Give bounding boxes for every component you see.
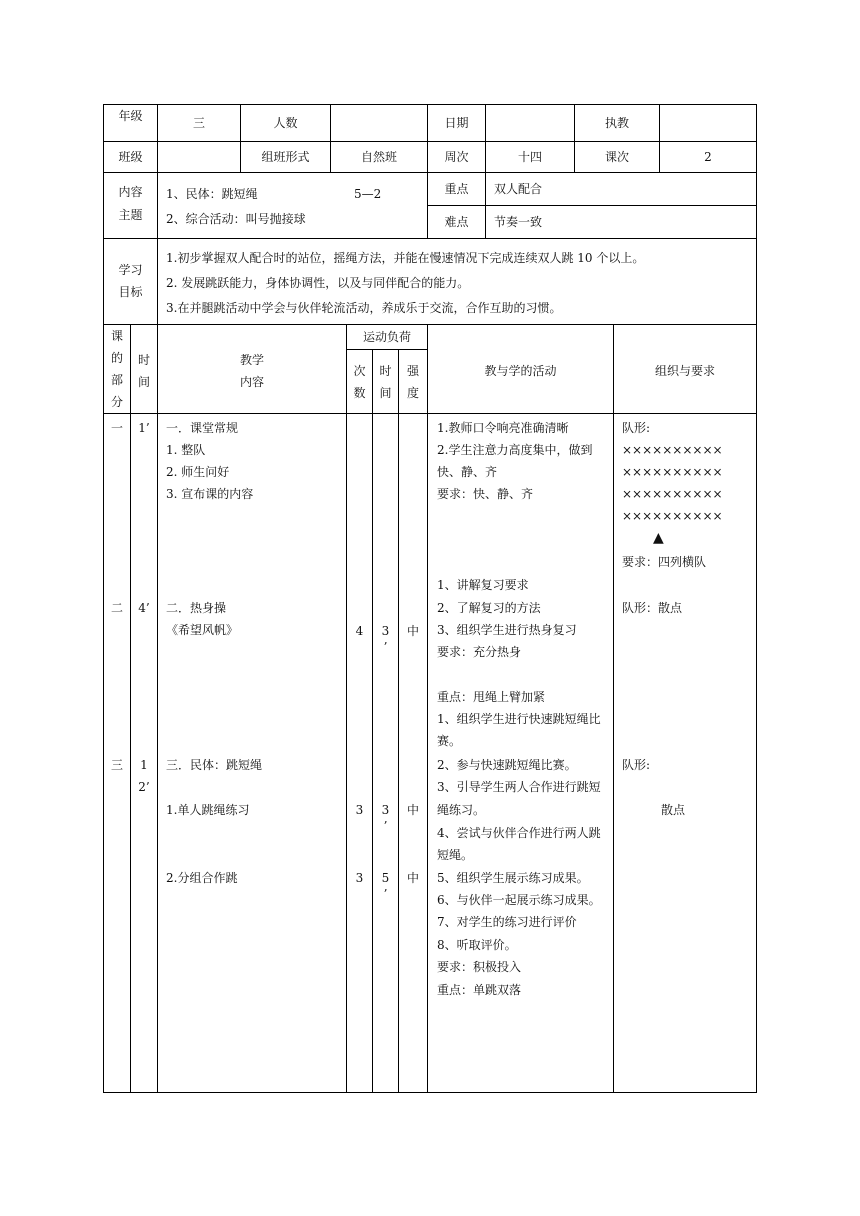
section-2-content: 《希望风帆》 xyxy=(166,623,239,637)
section-3-activity: 5、组织学生展示练习成果。 xyxy=(437,871,589,885)
section-1-time: 1’ xyxy=(138,421,150,435)
col-times-2: 数 xyxy=(353,386,366,400)
section-3-activity: 3、引导学生两人合作进行跳短 xyxy=(437,780,601,794)
grade-value: 三 xyxy=(192,116,205,130)
section-3-content: 三．民体：跳短绳 xyxy=(166,758,263,772)
col-time-2: 间 xyxy=(137,375,150,389)
key-label: 重点 xyxy=(444,182,469,196)
goals-label-2: 目标 xyxy=(118,285,143,299)
col-content-2: 内容 xyxy=(239,375,264,389)
difficulty-value: 节奏一致 xyxy=(494,215,543,229)
col-intensity-1: 强 xyxy=(406,364,419,378)
section-2-load-intensity: 中 xyxy=(406,624,419,638)
section-3-content: 2.分组合作跳 xyxy=(166,871,238,885)
col-part-1: 课 xyxy=(110,329,123,343)
section-3-content: 1.单人跳绳练习 xyxy=(166,803,250,817)
section-3-part: 三 xyxy=(110,758,123,772)
section-3-load-times: 3 xyxy=(355,871,364,885)
class-label: 班级 xyxy=(118,150,143,164)
section-3-activity: 8、听取评价。 xyxy=(437,938,517,952)
section-3-activity: 绳练习。 xyxy=(437,803,486,817)
section-3-load-duration-mark: ’ xyxy=(383,819,388,833)
section-1-org: 要求：四列横队 xyxy=(622,555,707,569)
section-3-load-duration-mark: ’ xyxy=(383,887,388,901)
section-3-load-intensity: 中 xyxy=(406,871,419,885)
col-load: 运动负荷 xyxy=(362,330,411,344)
content-item-1-code: 5—2 xyxy=(354,187,382,201)
section-3-activity: 1、组织学生进行快速跳短绳比 xyxy=(437,712,601,726)
formation-row: ×××××××××× xyxy=(622,487,723,501)
form-label: 组班形式 xyxy=(261,150,310,164)
content-item-2: 2、综合活动：叫号抛接球 xyxy=(166,212,306,226)
count-label: 人数 xyxy=(273,116,298,130)
section-3-load-intensity: 中 xyxy=(406,803,419,817)
goal-item: 1.初步掌握双人配合时的站位，摇绳方法，并能在慢速情况下完成连续双人跳 10 个以上。 xyxy=(166,251,645,265)
section-2-load-times: 4 xyxy=(355,624,364,638)
content-label-2: 主题 xyxy=(118,208,143,222)
section-1-activity: 快、静、齐 xyxy=(437,465,498,479)
section-3-time: 2’ xyxy=(138,780,150,794)
week-label: 周次 xyxy=(444,150,469,164)
lesson-label: 课次 xyxy=(604,150,629,164)
section-3-load-duration: 5 xyxy=(381,871,390,885)
section-2-load-duration: 3 xyxy=(381,624,390,638)
section-1-activity: 1.教师口令响亮准确清晰 xyxy=(437,421,569,435)
col-part-2: 的 xyxy=(110,351,123,365)
content-item-1: 1、民体：跳短绳 xyxy=(166,187,258,201)
week-value: 十四 xyxy=(517,150,542,164)
section-3-activity: 4、尝试与伙伴合作进行两人跳 xyxy=(437,826,601,840)
section-1-content: 1. 整队 xyxy=(166,443,206,457)
col-duration-2: 间 xyxy=(379,386,392,400)
section-3-load-times: 3 xyxy=(355,803,364,817)
goal-item: 3.在并腿跳活动中学会与伙伴轮流活动，养成乐于交流，合作互助的习惯。 xyxy=(166,301,562,315)
section-3-org: 散点 xyxy=(660,803,685,817)
section-1-org: 队形: xyxy=(622,421,651,435)
section-2-part: 二 xyxy=(110,601,123,615)
section-1-content: 3. 宣布课的内容 xyxy=(166,487,254,501)
section-3-activity: 7、对学生的练习进行评价 xyxy=(437,915,577,929)
goal-item: 2. 发展跳跃能力，身体协调性，以及与同伴配合的能力。 xyxy=(166,276,470,290)
key-value: 双人配合 xyxy=(494,182,543,196)
section-3-activity: 赛。 xyxy=(437,734,462,748)
section-2-content: 二．热身操 xyxy=(166,601,227,615)
section-3-activity: 要求：积极投入 xyxy=(437,960,522,974)
section-3-activity: 短绳。 xyxy=(437,848,474,862)
difficulty-label: 难点 xyxy=(444,215,469,229)
col-time-1: 时 xyxy=(137,353,150,367)
section-3-activity: 2、参与快速跳短绳比赛。 xyxy=(437,758,577,772)
section-2-org: 队形：散点 xyxy=(622,601,683,615)
section-1-activity: 要求：快、静、齐 xyxy=(437,487,534,501)
section-3-activity: 重点：单跳双落 xyxy=(437,983,522,997)
lesson-value: 2 xyxy=(704,150,712,164)
section-2-load-duration-mark: ’ xyxy=(383,640,388,654)
formation-row: ×××××××××× xyxy=(622,509,723,523)
col-intensity-2: 度 xyxy=(406,386,419,400)
section-3-org: 队形: xyxy=(622,758,651,772)
section-1-content: 2. 师生问好 xyxy=(166,465,230,479)
section-2-activity: 2、了解复习的方法 xyxy=(437,601,541,615)
formation-row: ×××××××××× xyxy=(622,443,723,457)
col-duration-1: 时 xyxy=(379,364,392,378)
section-1-part: 一 xyxy=(110,421,123,435)
content-label-1: 内容 xyxy=(118,185,143,199)
form-value: 自然班 xyxy=(360,150,397,164)
formation-row: ×××××××××× xyxy=(622,465,723,479)
section-3-activity: 重点：甩绳上臂加紧 xyxy=(437,690,546,704)
col-organization: 组织与要求 xyxy=(654,364,715,378)
section-3-load-duration: 3 xyxy=(381,803,390,817)
col-part-3: 部 xyxy=(110,373,123,387)
section-2-activity: 3、组织学生进行热身复习 xyxy=(437,623,577,637)
goals-label-1: 学习 xyxy=(118,263,143,277)
section-1-activity: 2.学生注意力高度集中，做到 xyxy=(437,443,593,457)
section-3-activity: 6、与伙伴一起展示练习成果。 xyxy=(437,893,601,907)
section-2-time: 4’ xyxy=(138,601,150,615)
col-times-1: 次 xyxy=(353,364,366,378)
teacher-label: 执教 xyxy=(604,116,629,130)
section-3-time: 1 xyxy=(140,758,148,772)
teacher-triangle-icon: ▲ xyxy=(653,530,664,546)
section-1-content: 一．课堂常规 xyxy=(166,421,239,435)
date-label: 日期 xyxy=(444,116,469,130)
col-content-1: 教学 xyxy=(239,353,264,367)
section-2-activity: 要求：充分热身 xyxy=(437,645,522,659)
col-part-4: 分 xyxy=(110,395,123,409)
grade-label: 年级 xyxy=(118,109,143,123)
col-activities: 教与学的活动 xyxy=(484,364,557,378)
section-2-activity: 1、讲解复习要求 xyxy=(437,578,529,592)
